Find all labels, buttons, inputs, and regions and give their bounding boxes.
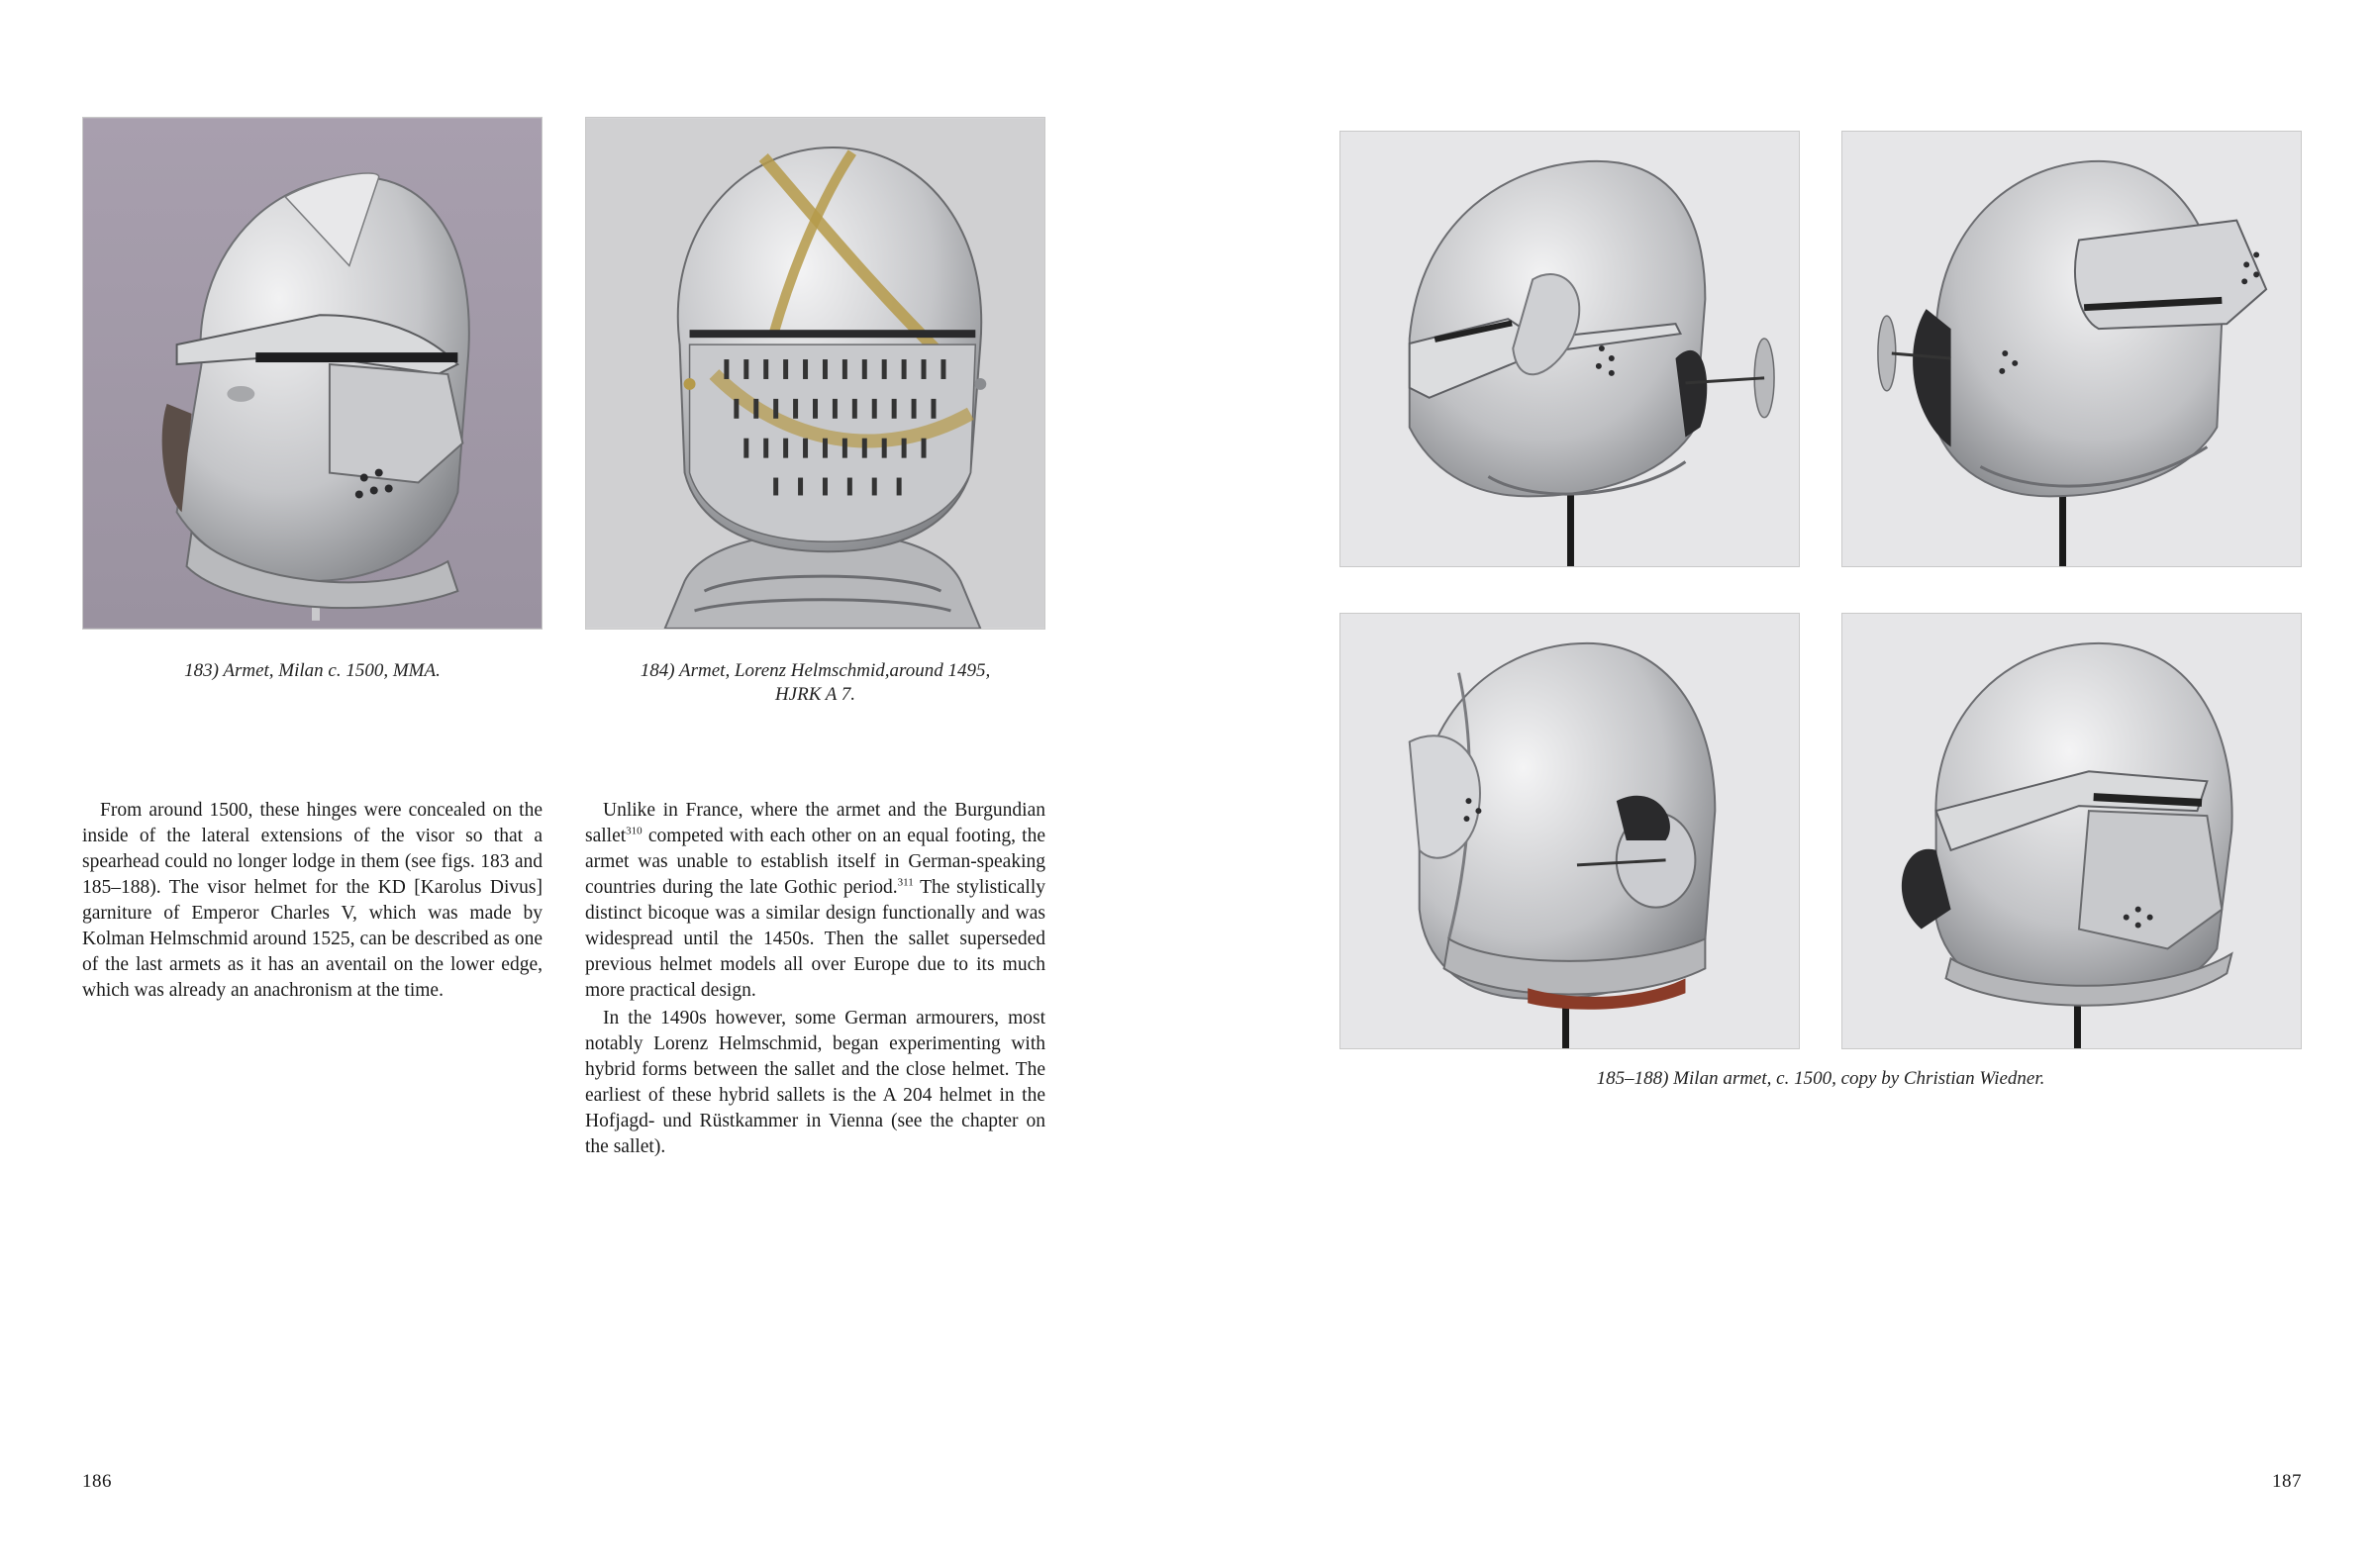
paragraph-armet-france-part2: competed with each other on an equal footing, the armet was unable to establish itself in German-speaking countries during the late Gothic period. xyxy=(585,826,1045,898)
caption-fig-184 xyxy=(585,659,1045,707)
paragraph-hybrid-sallets: In the 1490s however, some German armourers, most notably Lorenz Helmschmid, began experimenting with hybrid forms between the sallet and the close helmet. The earliest of these hybrid sallets is the A 204 helmet in the Hofjagd- und Rüstkammer in Vienna (see the chapter on the sallet). xyxy=(585,1008,1045,1157)
caption-fig-184-line2: HJRK A 7. xyxy=(774,684,856,705)
page-number-right: 187 xyxy=(2272,1471,2302,1492)
caption-fig-183 xyxy=(82,659,543,683)
photo-fig-185-armet-side-visor-closed xyxy=(1339,131,1800,567)
right-page xyxy=(1188,0,2376,1568)
page-number-left: 186 xyxy=(82,1471,112,1492)
caption-fig-185-188 xyxy=(1339,1067,2302,1091)
caption-fig-184-line1: 184) Armet, Lorenz Helmschmid,around 1495, xyxy=(640,660,991,681)
text-column-2 xyxy=(585,798,1045,1162)
photo-fig-187-armet-rear-quarter xyxy=(1339,613,1800,1049)
paragraph-armet-france-part1: Unlike in France, where the armet and the Burgundian sallet xyxy=(585,800,1045,846)
helmet-185-image xyxy=(1340,132,1799,566)
footnote-ref-310[interactable]: 310 xyxy=(626,825,643,837)
helmet-184-image xyxy=(586,118,1044,629)
photo-fig-188-armet-front-quarter xyxy=(1841,613,2302,1049)
helmet-187-image xyxy=(1340,614,1799,1048)
paragraph-hinges: From around 1500, these hinges were concealed on the inside of the lateral extensions of the visor so that a spearhead could no longer lodge in them (see figs. 183 and 185–188). The visor helmet for the KD [Karolus Divus] garniture of Emperor Charles V, which was made by Kolman Helmschmid around 1525, can be described as one of the last armets as it has an aventail on the lower edge, which was already an anachronism at the time. xyxy=(82,800,543,1001)
caption-fig-183-text: 183) Armet, Milan c. 1500, MMA. xyxy=(184,660,441,681)
helmet-186-image xyxy=(1842,132,2301,566)
caption-fig-185-188-text: 185–188) Milan armet, c. 1500, copy by Christian Wiedner. xyxy=(1596,1068,2045,1089)
paragraph-armet-france xyxy=(585,798,1045,1004)
photo-fig-184-armet-helmschmid xyxy=(585,117,1045,630)
photo-fig-183-armet-milan xyxy=(82,117,543,630)
paragraph-armet-france-part3: The stylistically distinct bicoque was a similar design functionally and was widespread until the 1450s. Then the sallet superseded previous helmet models all over Europe due to its much more practical design. xyxy=(585,877,1045,1001)
helmet-188-image xyxy=(1842,614,2301,1048)
helmet-183-image xyxy=(83,118,542,629)
text-column-1 xyxy=(82,798,543,1006)
photo-fig-186-armet-side-visor-open xyxy=(1841,131,2302,567)
footnote-ref-311[interactable]: 311 xyxy=(897,876,914,889)
